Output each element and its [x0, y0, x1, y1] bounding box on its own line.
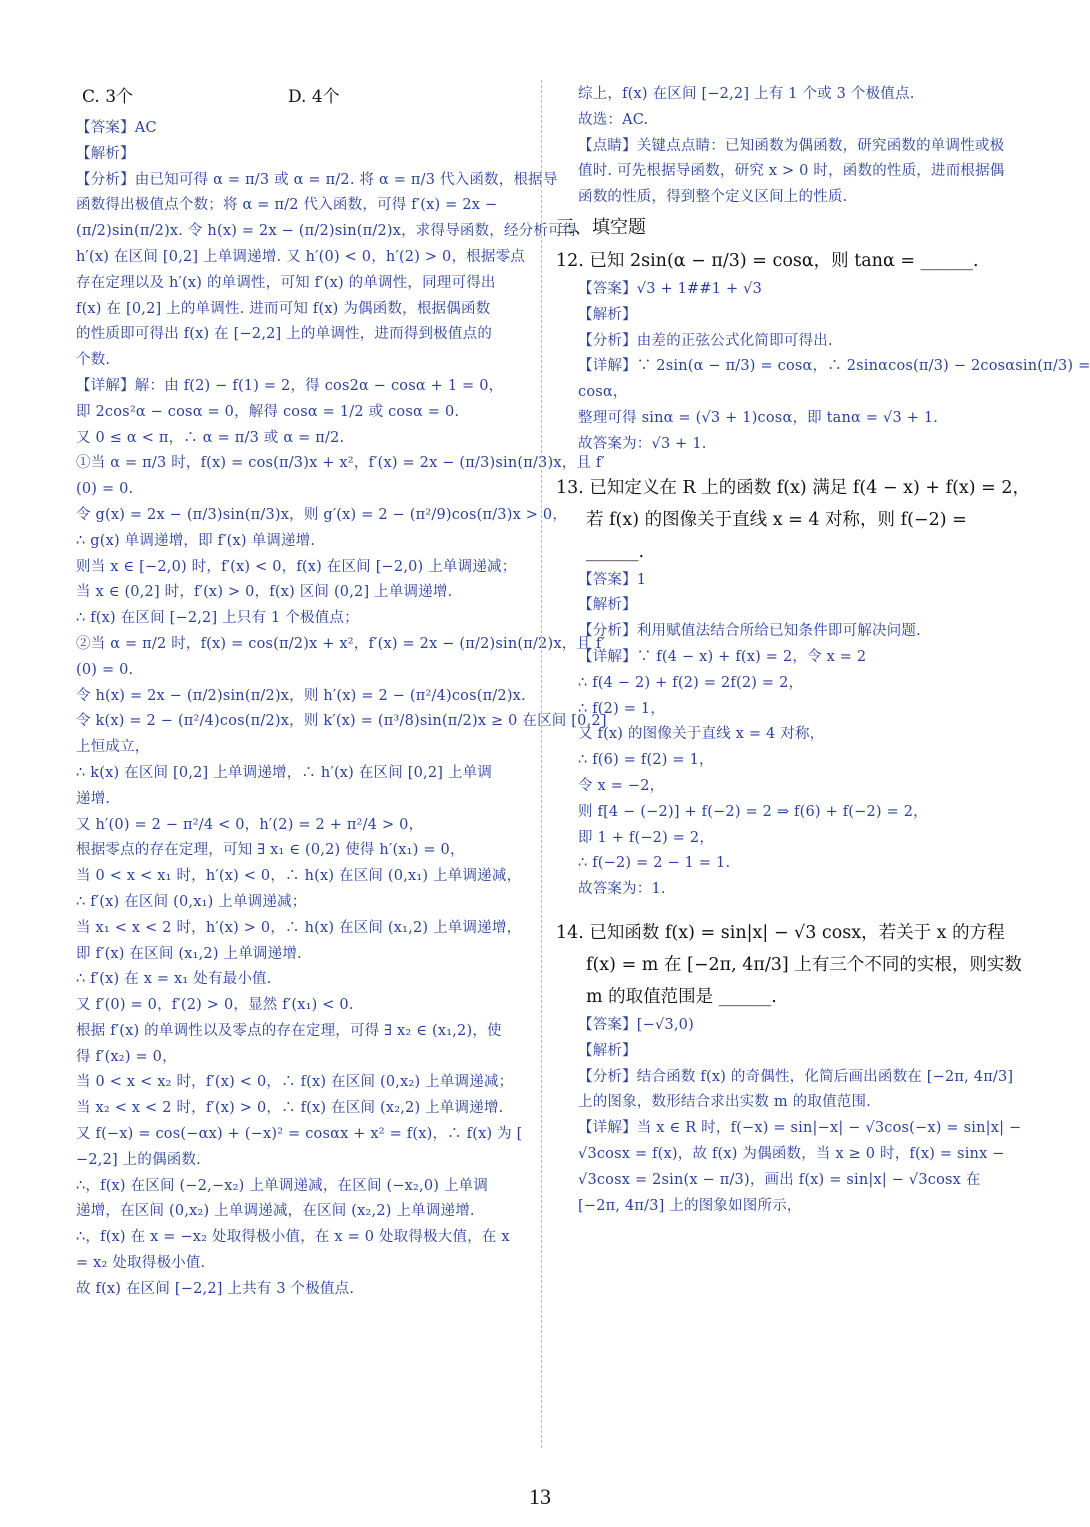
solution-line: 递增.: [76, 790, 111, 807]
solution-line: 【分析】由差的正弦公式化简即可得出.: [578, 332, 833, 349]
solution-line: (π/2)sin(π/2)x. 令 h(x) = 2x − (π/2)sin(π/2)x，求得导函数，经分析可得: [76, 223, 578, 240]
q13-solution: [578, 568, 1036, 903]
solution-line: 【解析】: [578, 597, 637, 614]
question-line: m 的取值范围是 ______.: [586, 986, 777, 1007]
solution-line: 根据零点的存在定理，可知 ∃ x₁ ∈ (0,2) 使得 h′(x₁) = 0，: [76, 842, 465, 859]
solution-line: cosα，: [578, 384, 628, 401]
solution-line: (0) = 0.: [76, 661, 134, 678]
solution-line: 【答案】[−√3,0): [578, 1016, 694, 1033]
solution-line: 【分析】由已知可得 α = π/3 或 α = π/2. 将 α = π/3 代入函数，根据导: [76, 171, 558, 188]
solution-line: 当 0 < x < x₁ 时，h′(x) < 0，∴ h(x) 在区间 (0,x₁) 上单调递减，: [76, 868, 522, 885]
solution-line: ∴，f(x) 在 x = −x₂ 处取得极小值，在 x = 0 处取得极大值，在 x: [76, 1229, 510, 1246]
solution-line: 【答案】AC: [76, 120, 157, 136]
solution-line: 即 1 + f(−2) = 2，: [578, 829, 715, 846]
solution-line: 【详解】解：由 f(2) − f(1) = 2，得 cos2α − cosα + 1 = 0，: [76, 377, 504, 394]
question-13: [556, 472, 1036, 568]
solution-line: ②当 α = π/2 时，f(x) = cos(π/2)x + x²，f′(x) = 2x − (π/2)sin(π/2)x，且 f′: [76, 635, 605, 652]
solution-line: 又 f(x) 的图像关于直线 x = 4 对称，: [578, 726, 825, 743]
solution-line: 【解析】: [76, 145, 135, 162]
solution-line: 【分析】利用赋值法结合所给已知条件即可解决问题.: [578, 623, 921, 640]
solution-line: (0) = 0.: [76, 481, 134, 498]
solution-line: 【详解】当 x ∈ R 时，f(−x) = sin|−x| − √3cos(−x) = sin|x| −: [578, 1120, 1022, 1137]
solution-line: 当 x ∈ (0,2] 时，f′(x) > 0，f(x) 区间 (0,2] 上单调递增.: [76, 584, 453, 601]
solution-line: ∴ f(−2) = 2 − 1 = 1.: [578, 855, 731, 872]
solution-line: √3cosx = f(x)，故 f(x) 为偶函数，当 x ≥ 0 时，f(x) = sinx −: [578, 1145, 1005, 1162]
q12-solution: [578, 277, 1090, 458]
solution-line: 故选：AC.: [578, 111, 649, 128]
solution-line: 【详解】∵ f(4 − x) + f(x) = 2，令 x = 2: [578, 648, 867, 665]
option-d: D. 4个: [288, 87, 340, 107]
solution-line: ∴ f(6) = f(2) = 1，: [578, 752, 714, 769]
solution-line: 个数.: [76, 352, 111, 369]
solution-line: ①当 α = π/3 时，f(x) = cos(π/3)x + x²，f′(x) = 2x − (π/3)sin(π/3)x，且 f′: [76, 455, 605, 472]
solution-line: 【答案】1: [578, 571, 647, 588]
right-column: [556, 82, 1090, 1219]
solution-line: 【点睛】关键点点睛：已知函数为偶函数，研究函数的单调性或极: [578, 137, 1005, 154]
solution-line: 又 0 ≤ α < π，∴ α = π/3 或 α = π/2.: [76, 429, 345, 446]
solution-line: 则当 x ∈ [−2,0) 时，f′(x) < 0，f(x) 在区间 [−2,0) 上单调递减；: [76, 558, 517, 575]
solution-line: 即 f′(x) 在区间 (x₁,2) 上单调递增.: [76, 945, 302, 962]
solution-line: 令 x = −2，: [578, 777, 665, 794]
solution-line: f(x) 在 [0,2] 上的单调性. 进而可知 f(x) 为偶函数，根据偶函数: [76, 300, 491, 317]
solution-line: 得 f′(x₂) = 0，: [76, 1048, 177, 1065]
solution-line: 函数的性质，得到整个定义区间上的性质.: [578, 189, 848, 206]
solution-line: √3cosx = 2sin(x − π/3)，画出 f(x) = sin|x| − √3cosx 在: [578, 1171, 981, 1188]
section-title: 三、填空题: [556, 216, 646, 238]
solution-line: [−2π, 4π/3] 上的图象如图所示，: [578, 1197, 802, 1214]
solution-line: 令 h(x) = 2x − (π/2)sin(π/2)x，则 h′(x) = 2 − (π²/4)cos(π/2)x.: [76, 687, 526, 704]
solution-line: ∴ f(x) 在区间 [−2,2] 上只有 1 个极值点；: [76, 610, 359, 627]
solution-line: 值时. 可先根据导函数，研究 x > 0 时，函数的性质，进而根据偶: [578, 163, 1005, 180]
solution-line: 当 x₂ < x < 2 时，f′(x) > 0，∴ f(x) 在区间 (x₂,2) 上单调递增.: [76, 1100, 504, 1117]
solution-line: 整理可得 sinα = (√3 + 1)cosα，即 tanα = √3 + 1.: [578, 409, 939, 426]
solution-line: 当 0 < x < x₂ 时，f′(x) < 0，∴ f(x) 在区间 (0,x₂) 上单调递减；: [76, 1074, 514, 1091]
solution-line: 上的图象，数形结合求出实数 m 的取值范围.: [578, 1094, 871, 1111]
solution-line: 令 k(x) = 2 − (π²/4)cos(π/2)x，则 k′(x) = (π³/8)sin(π/2)x ≥ 0 在区间 [0,2]: [76, 713, 607, 730]
solution-line: ∴ f′(x) 在区间 (0,x₁) 上单调递减；: [76, 893, 307, 910]
solution-line: 【解析】: [578, 306, 637, 323]
q11-conclusion: [578, 82, 1036, 211]
q14-solution: [578, 1013, 1036, 1219]
solution-line: 故 f(x) 在区间 [−2,2] 上共有 3 个极值点.: [76, 1280, 355, 1297]
solution-line: 又 f(−x) = cos(−αx) + (−x)² = cosαx + x² = f(x)，∴ f(x) 为 [: [76, 1126, 523, 1143]
column-divider: [541, 80, 542, 1448]
solution-line: 【分析】结合函数 f(x) 的奇偶性，化简后画出函数在 [−2π, 4π/3]: [578, 1068, 1014, 1085]
solution-line: 综上，f(x) 在区间 [−2,2] 上有 1 个或 3 个极值点.: [578, 86, 915, 102]
question-line: ______.: [586, 541, 645, 562]
solution-line: 则 f[4 − (−2)] + f(−2) = 2 ⇒ f(6) + f(−2) = 2，: [578, 803, 928, 820]
solution-line: 又 f′(0) = 0，f′(2) > 0，显然 f′(x₁) < 0.: [76, 997, 354, 1014]
question-line: 若 f(x) 的图像关于直线 x = 4 对称，则 f(−2) =: [586, 509, 967, 530]
solution-line: 上恒成立，: [76, 739, 150, 756]
solution-line: 【详解】∵ 2sin(α − π/3) = cosα，∴ 2sinαcos(π/3) − 2cosαsin(π/3) =: [578, 358, 1090, 375]
solution-line: 故答案为：1.: [578, 881, 666, 898]
question-line: 14. 已知函数 f(x) = sin|x| − √3 cosx，若关于 x 的方程: [556, 922, 1005, 943]
solution-line: 即 2cos²α − cosα = 0，解得 cosα = 1/2 或 cosα = 0.: [76, 403, 460, 420]
solution-line: 故答案为：√3 + 1.: [578, 435, 707, 452]
solution-line: 【答案】√3 + 1##1 + √3: [578, 280, 763, 297]
solution-line: 当 x₁ < x < 2 时，h′(x) > 0，∴ h(x) 在区间 (x₁,2) 上单调递增，: [76, 919, 522, 936]
solution-line: 函数得出极值点个数；将 α = π/2 代入函数，可得 f′(x) = 2x −: [76, 197, 498, 214]
solution-line: ∴ f(4 − 2) + f(2) = 2f(2) = 2，: [578, 674, 804, 691]
option-c: C. 3个: [82, 87, 134, 107]
question-14: [556, 917, 1036, 1013]
page-number: 13: [529, 1484, 551, 1509]
solution-line: ∴，f(x) 在区间 (−2,−x₂) 上单调递减，在区间 (−x₂,0) 上单调: [76, 1177, 489, 1194]
solution-line: −2,2] 上的偶函数.: [76, 1151, 201, 1168]
solution-line: 令 g(x) = 2x − (π/3)sin(π/3)x，则 g′(x) = 2 − (π²/9)cos(π/3)x > 0，: [76, 506, 568, 523]
solution-line: ∴ g(x) 单调递增，即 f′(x) 单调递增.: [76, 532, 316, 549]
question-12: 12. 已知 2sin(α − π/3) = cosα，则 tanα = ______.: [556, 250, 979, 271]
question-line: 13. 已知定义在 R 上的函数 f(x) 满足 f(4 − x) + f(x) = 2，: [556, 477, 1031, 498]
solution-line: 的性质即可得出 f(x) 在 [−2,2] 上的单调性，进而得到极值点的: [76, 326, 493, 343]
question-line: f(x) = m 在 [−2π, 4π/3] 上有三个不同的实根，则实数: [586, 954, 1022, 975]
solution-line: h′(x) 在区间 [0,2] 上单调递增. 又 h′(0) < 0，h′(2) > 0，根据零点: [76, 248, 525, 265]
solution-line: 存在定理以及 h′(x) 的单调性，可知 f′(x) 的单调性，同理可得出: [76, 274, 496, 291]
solution-line: 又 h′(0) = 2 − π²/4 < 0，h′(2) = 2 + π²/4 > 0，: [76, 816, 424, 833]
solution-line: 递增，在区间 (0,x₂) 上单调递减，在区间 (x₂,2) 上单调递增.: [76, 1203, 475, 1220]
solution-line: ∴ k(x) 在区间 [0,2] 上单调递增，∴ h′(x) 在区间 [0,2] 上单调: [76, 764, 493, 781]
solution-line: 【解析】: [578, 1042, 637, 1059]
solution-line: ∴ f(2) = 1，: [578, 700, 666, 717]
answer-options: [76, 82, 528, 112]
solution-line: = x₂ 处取得极小值.: [76, 1255, 206, 1272]
solution-line: ∴ f′(x) 在 x = x₁ 处有最小值.: [76, 971, 272, 988]
solution-line: 根据 f′(x) 的单调性以及零点的存在定理，可得 ∃ x₂ ∈ (x₁,2)，使: [76, 1022, 502, 1039]
